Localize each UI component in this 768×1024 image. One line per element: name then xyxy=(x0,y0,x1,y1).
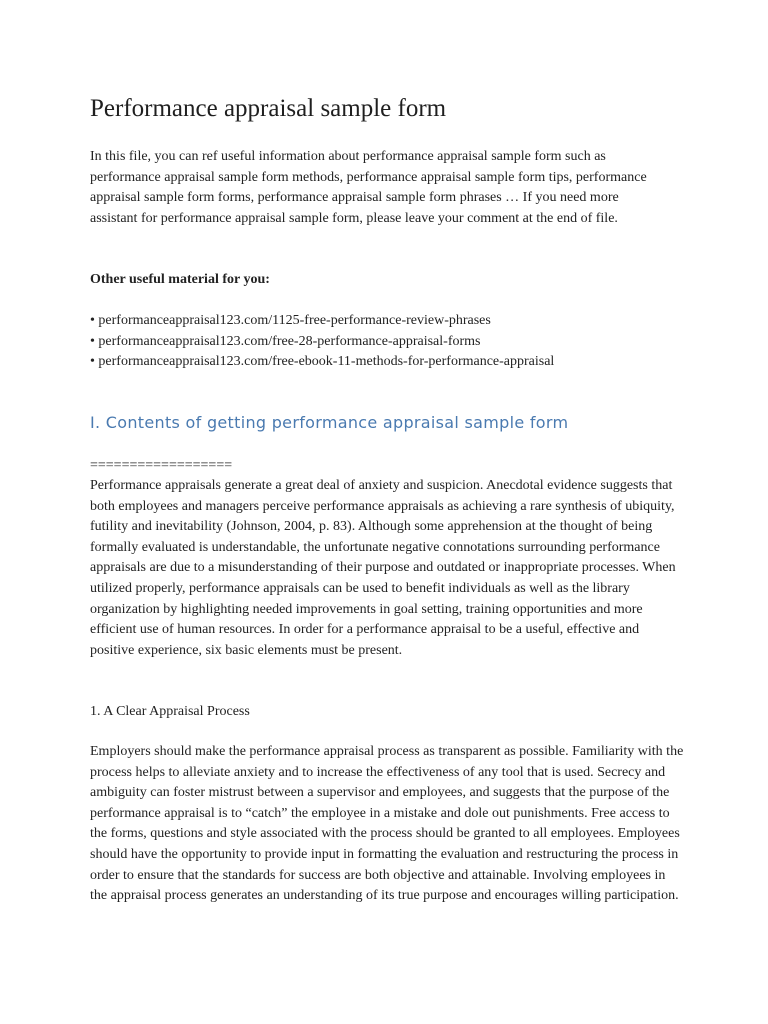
other-material-heading: Other useful material for you: xyxy=(90,272,270,287)
body-paragraph: Employers should make the performance appraisal process as transparent as possible. Familiarity with the process helps to alleviate anxiety and to increase the effectiveness of any tool that is used. Secrecy and ambiguity can foster mistrust between a supervisor and employees, and suggests that the purpose of the performance appraisal is to “catch” the employee in a mistake and dole out punishments. Free access to the forms, questions and style associated with the process should be granted to all employees. Employees should have the opportunity to provide input in formatting the evaluation and restructuring the process in order to ensure that the standards for success are both objective and attainable. Involving employees in the appraisal process generates an understanding of its true purpose and encourages willing participation. xyxy=(90,744,684,904)
divider-line: ================== xyxy=(90,458,233,473)
body-paragraph: Performance appraisals generate a great deal of anxiety and suspicion. Anecdotal evidence suggests that both employees and managers perceive performance appraisals as achieving a rare synthesis of ubiquity, futility and inevitability (Johnson, 2004, p. 83). Although some apprehension at the thought of being formally evaluated is understandable, the unfortunate negative connotations surrounding performance appraisals are due to a misunderstanding of their purpose and outdated or inappropriate processes. When utilized properly, performance appraisals can be used to benefit individuals as well as the library organization by highlighting needed improvements in goal setting, training opportunities and more efficient use of human resources. In order for a performance appraisal to be a useful, effective and positive experience, six basic elements must be present. xyxy=(90,478,676,658)
item-title: 1. A Clear Appraisal Process xyxy=(90,704,250,719)
section-heading: I. Contents of getting performance appraisal sample form xyxy=(90,413,569,432)
useful-link[interactable]: • performanceappraisal123.com/1125-free-performance-review-phrases xyxy=(90,313,491,328)
intro-paragraph: In this file, you can ref useful information about performance appraisal sample form such as performance appraisal sample form methods, performance appraisal sample form tips, performance appraisal sample form forms, performance appraisal sample form phrases … If you need more assistant for performance appraisal sample form, please leave your comment at the end of file. xyxy=(90,149,647,226)
useful-links-list xyxy=(90,311,554,373)
document-title: Performance appraisal sample form xyxy=(90,95,447,122)
useful-link[interactable]: • performanceappraisal123.com/free-ebook-11-methods-for-performance-appraisal xyxy=(90,354,555,370)
useful-link[interactable]: • performanceappraisal123.com/free-28-performance-appraisal-forms xyxy=(90,333,481,349)
